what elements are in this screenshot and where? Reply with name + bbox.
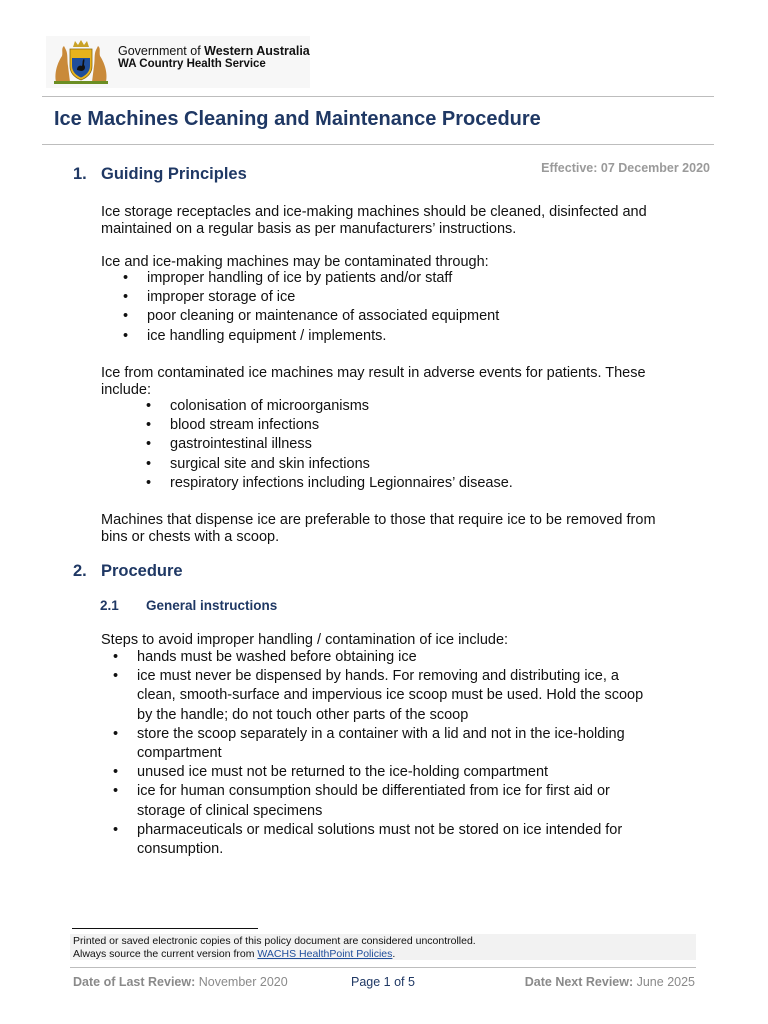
list-item-text: colonisation of microorganisms	[170, 398, 370, 414]
footnote-line	[73, 948, 476, 961]
list-item-text: poor cleaning or maintenance of associated equipment	[147, 308, 500, 325]
list-item-text: improper handling of ice by patients and/or staff	[147, 270, 453, 286]
paragraph: Ice storage receptacles and ice-making machines should be cleaned, disinfected and maintained on a regular basis as per manufacturers’ instructions.	[101, 204, 647, 237]
list-item	[101, 782, 661, 820]
list-item-text: ice must never be dispensed by hands. For removing and distributing ice, a clean, smooth-surface and impervious ice scoop must be used. Hold the scoop by the handle; do not touch other parts of the scoop	[137, 668, 644, 723]
next-review-value: June 2025	[636, 975, 695, 989]
bullet: •	[113, 764, 119, 781]
list-item-text: store the scoop separately in a container with a lid and not in the ice-holding compartment	[137, 725, 625, 762]
list-item-text: ice for human consumption should be differentiated from ice for first aid or storage of clinical specimens	[137, 783, 610, 819]
list-item	[101, 288, 681, 307]
last-review-date	[73, 975, 288, 989]
list-item-text: respiratory infections including Legionnaires’ disease.	[170, 474, 513, 491]
list-item	[101, 307, 681, 326]
list-item	[101, 821, 661, 859]
bullet: •	[113, 821, 119, 838]
list-item	[101, 327, 681, 346]
section-title: Procedure	[101, 562, 183, 580]
section-heading-guiding-principles	[73, 165, 247, 184]
bullet: •	[146, 455, 152, 472]
footnote-separator	[72, 928, 258, 929]
footnote-line: Printed or saved electronic copies of this policy document are considered uncontrolled.	[73, 935, 476, 947]
list-item-text: gastrointestinal illness	[170, 436, 312, 453]
paragraph: Ice and ice-making machines may be contaminated through:	[101, 254, 489, 270]
handling-steps-list	[101, 648, 661, 859]
subsection-heading-general-instructions	[100, 598, 277, 613]
header-divider	[42, 96, 714, 97]
paragraph: Ice from contaminated ice machines may result in adverse events for patients. These include:	[101, 365, 646, 398]
government-prefix: Government of	[118, 44, 205, 58]
effective-date: Effective: 07 December 2020	[541, 161, 710, 175]
list-item	[101, 397, 681, 416]
footnote	[73, 935, 476, 960]
healthpoint-policies-link[interactable]: WACHS HealthPoint Policies	[257, 947, 393, 960]
footnote-text: .	[392, 947, 396, 960]
list-item-text: pharmaceuticals or medical solutions must not be stored on ice intended for consumption.	[137, 821, 623, 858]
bullet: •	[113, 783, 119, 800]
list-item-text: unused ice must not be returned to the ice-holding compartment	[137, 764, 549, 781]
list-item	[101, 416, 681, 435]
section-number: 2.	[73, 562, 87, 580]
next-review-label: Date Next Review:	[524, 975, 634, 989]
paragraph: Steps to avoid improper handling / contamination of ice include:	[101, 632, 509, 648]
page-number: Page 1 of 5	[351, 975, 415, 989]
government-state: Western Australia	[204, 44, 310, 58]
adverse-events-list	[101, 397, 681, 493]
bullet: •	[146, 417, 152, 434]
list-item-text: hands must be washed before obtaining ice	[137, 649, 417, 665]
list-item	[101, 269, 681, 288]
bullet: •	[123, 327, 129, 344]
list-item	[101, 648, 661, 667]
last-review-value: November 2020	[198, 975, 288, 989]
bullet: •	[123, 308, 129, 325]
contamination-sources-list	[101, 269, 681, 346]
bullet: •	[113, 649, 119, 665]
document-title: Ice Machines Cleaning and Maintenance Procedure	[54, 108, 541, 130]
bullet: •	[113, 668, 119, 685]
section-number: 1.	[73, 165, 87, 183]
service-name: WA Country Health Service	[118, 58, 266, 70]
wa-coat-of-arms-icon	[50, 38, 112, 86]
footnote-text: Always source the current version from	[73, 947, 258, 960]
paragraph: Machines that dispense ice are preferable to those that require ice to be removed from bins or chests with a scoop.	[101, 512, 656, 545]
subsection-title: General instructions	[146, 598, 278, 613]
bullet: •	[146, 474, 152, 491]
government-name	[118, 44, 310, 58]
next-review-date	[525, 975, 695, 989]
list-item-text: ice handling equipment / implements.	[147, 327, 387, 344]
list-item	[101, 725, 661, 763]
list-item	[101, 435, 681, 454]
bullet: •	[146, 436, 152, 453]
section-title: Guiding Principles	[101, 165, 247, 183]
subsection-number: 2.1	[100, 598, 119, 613]
title-divider	[42, 144, 714, 145]
bullet: •	[123, 270, 129, 286]
bullet: •	[146, 398, 152, 414]
bullet: •	[123, 289, 129, 306]
list-item	[101, 667, 661, 725]
list-item-text: blood stream infections	[170, 417, 320, 434]
list-item	[101, 455, 681, 474]
section-heading-procedure	[73, 562, 183, 581]
list-item	[101, 763, 661, 782]
list-item-text: surgical site and skin infections	[170, 455, 370, 472]
bullet: •	[113, 725, 119, 742]
list-item-text: improper storage of ice	[147, 289, 296, 306]
footer-divider	[70, 967, 696, 968]
last-review-label: Date of Last Review:	[73, 975, 196, 989]
list-item	[101, 474, 681, 493]
